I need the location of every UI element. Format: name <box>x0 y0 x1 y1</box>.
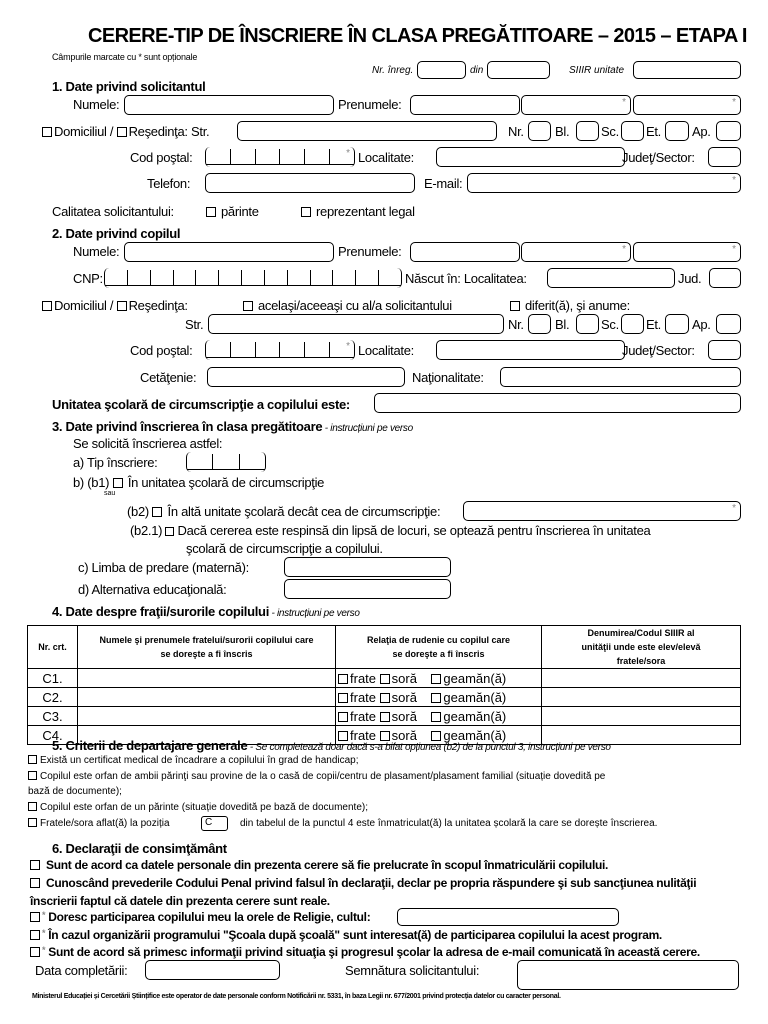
criteria-handicap: Există un certificat medical de încadrare a copilului în grad de handicap; <box>40 755 359 766</box>
acord-date-text: Sunt de acord ca datele personale din prezenta cerere să fie prelucrate în scopul înmatriculării copilului. <box>46 858 609 872</box>
ap-label: Ap. <box>692 124 711 139</box>
geaman-checkbox[interactable] <box>431 712 441 722</box>
handicap-checkbox[interactable] <box>28 755 37 764</box>
b21-checkbox[interactable] <box>165 527 174 536</box>
unitate-cell[interactable] <box>542 669 741 688</box>
nr-inreg-input[interactable] <box>417 61 466 79</box>
data-completarii-label: Data completării: <box>35 963 128 978</box>
parinte-checkbox[interactable] <box>206 207 216 217</box>
copil-prenume-2-input[interactable] <box>521 242 631 262</box>
sora-label: soră <box>391 727 417 743</box>
judet-label: Judeţ/Sector: <box>622 150 695 165</box>
criteria-orfan-ambii: Copilul este orfan de ambii părinţi sau provine de la o casă de copii/centru de plasament/plasament familial (situație dovedită pe <box>40 771 606 782</box>
sora-checkbox[interactable] <box>380 674 390 684</box>
nume-cell[interactable] <box>78 688 336 707</box>
semnatura-input[interactable] <box>517 960 739 990</box>
col-nume: Numele şi prenumele fratelui/surorii copilului care se doreşte a fi înscris <box>78 626 336 669</box>
copil-nr-input[interactable] <box>528 314 551 334</box>
col-relatia: Relaţia de rudenie cu copilul care se doreşte a fi înscris <box>336 626 542 669</box>
parinte-label: părinte <box>221 204 259 219</box>
solicitant-et-input[interactable] <box>665 121 689 141</box>
table-row <box>28 707 741 726</box>
frate-label: frate <box>350 708 377 724</box>
criteria-orfan-ambii-cont: bază de documente); <box>28 786 122 797</box>
copil-prenume-3-input[interactable] <box>633 242 741 262</box>
solicitant-prenume-1-input[interactable] <box>410 95 520 115</box>
nr-label: Nr. <box>508 317 524 332</box>
nascut-localitate-input[interactable] <box>547 268 675 288</box>
diferit-checkbox[interactable] <box>510 301 520 311</box>
col-unitate: Denumirea/Codul SIIIR al unităţii unde este elev/elevă fratele/sora <box>542 626 741 669</box>
solicitant-cod-postal-input[interactable] <box>205 147 355 167</box>
optional-note: Câmpurile marcate cu * sunt opționale <box>52 52 198 62</box>
solicitant-numele-input[interactable] <box>124 95 334 115</box>
section-1-heading: 1. Date privind solicitantul <box>52 79 206 94</box>
section-5-heading: 5. Criterii de departajare generale <box>52 738 248 753</box>
solicitant-str-input[interactable] <box>237 121 497 141</box>
section-4-note: - instrucțiuni pe verso <box>269 608 360 619</box>
siiir-input[interactable] <box>633 61 741 79</box>
judet-label: Judeţ/Sector: <box>622 343 695 358</box>
data-completarii-input[interactable] <box>145 960 280 980</box>
localitate-label: Localitate: <box>358 343 414 358</box>
intro-label: Se solicită înscrierea astfel: <box>73 436 223 451</box>
frate-checkbox[interactable] <box>338 693 348 703</box>
b21-text: Dacă cererea este respinsă din lipsă de locuri, se optează pentru înscrierea în unitatea <box>177 523 651 538</box>
orfan-unul-checkbox[interactable] <box>28 802 37 811</box>
cnp-input[interactable] <box>104 268 402 288</box>
copil-bl-input[interactable] <box>576 314 599 334</box>
email-label: E-mail: <box>424 176 463 191</box>
acelasi-label: acelaşi/aceeaşi cu al/a solicitantului <box>258 298 452 313</box>
numele-label: Numele: <box>73 244 120 259</box>
geaman-label: geamăn(ă) <box>443 670 507 686</box>
geaman-label: geamăn(ă) <box>443 689 507 705</box>
frate-label: frate <box>350 670 377 686</box>
sc-label: Sc. <box>601 317 619 332</box>
resedinta-label: Reşedinţa: <box>128 298 188 313</box>
sau-label: sau <box>104 490 116 497</box>
criteria-frate-text: din tabelul de la punctul 4 este înmatriculat(ă) la unitatea școlară la care se dorește înscrierea. <box>240 818 658 829</box>
frate-checkbox[interactable] <box>338 712 348 722</box>
section-2-heading: 2. Date privind copilul <box>52 226 181 241</box>
cod-penal-text-cont: înscrierii faptul că datele din prezenta cerere sunt reale. <box>30 894 330 908</box>
copil-domiciliul-checkbox[interactable] <box>42 301 52 311</box>
domiciliul-checkbox[interactable] <box>42 127 52 137</box>
din-input[interactable] <box>487 61 550 79</box>
alternativa-input[interactable] <box>284 579 451 599</box>
nationalitate-label: Naţionalitate: <box>412 370 484 385</box>
geaman-label: geamăn(ă) <box>443 727 507 743</box>
diferit-label: diferit(ă), şi anume: <box>525 298 630 313</box>
sora-label: soră <box>391 708 417 724</box>
scoala-dupa-scoala-text: În cazul organizării programului "Şcoala după şcoală" sunt interesat(ă) de participarea copilului la acest program. <box>48 928 662 942</box>
b2-unitate-input[interactable] <box>463 501 741 521</box>
b2-label: (b2) <box>127 504 149 519</box>
b1-checkbox[interactable] <box>113 478 123 488</box>
form-title: CERERE-TIP DE ÎNSCRIERE ÎN CLASA PREGĂTITOARE – 2015 – ETAPA I <box>88 25 747 47</box>
criteria-frate-label: Fratele/sora aflat(ă) la poziția <box>40 818 170 829</box>
solicitant-bl-input[interactable] <box>576 121 599 141</box>
sora-label: soră <box>391 689 417 705</box>
copil-sc-input[interactable] <box>621 314 644 334</box>
table-row <box>28 688 741 707</box>
geaman-checkbox[interactable] <box>431 693 441 703</box>
copil-localitate-input[interactable] <box>436 340 625 360</box>
scoala-dupa-scoala-checkbox[interactable] <box>30 930 40 940</box>
resedinta-checkbox[interactable] <box>117 127 127 137</box>
email-info-text: Sunt de acord să primesc informaţii privind situaţia şi progresul şcolar la adresa de e-mail comunicată în această cerere. <box>48 945 700 959</box>
telefon-label: Telefon: <box>147 176 191 191</box>
solicitant-judet-input[interactable] <box>708 147 741 167</box>
sora-checkbox[interactable] <box>380 693 390 703</box>
frate-label: frate <box>350 689 377 705</box>
bl-label: Bl. <box>555 124 570 139</box>
domiciliul-label: Domiciliul / <box>54 124 117 139</box>
prenumele-label: Prenumele: <box>338 244 402 259</box>
limba-label: c) Limba de predare (maternă): <box>78 560 249 575</box>
criteria-orfan-unul: Copilul este orfan de un părinte (situație dovedită pe bază de documente); <box>40 802 368 813</box>
section-5-note: - Se completează doar dacă s-a bifat opțiunea (b2) de la punctul 3, instrucțiuni pe verso <box>247 742 611 753</box>
row-nr: C4. <box>28 726 78 745</box>
solicitant-prenume-2-input[interactable] <box>521 95 631 115</box>
nascut-judet-input[interactable] <box>709 268 741 288</box>
unitatea-label: Unitatea şcolară de circumscripţie a copilului este: <box>52 397 350 412</box>
domiciliul-label: Domiciliul / <box>54 298 117 313</box>
alternativa-label: d) Alternativa educaţională: <box>78 582 227 597</box>
geaman-label: geamăn(ă) <box>443 708 507 724</box>
geaman-checkbox[interactable] <box>431 674 441 684</box>
col-nr: Nr. crt. <box>28 626 78 669</box>
copil-prenume-1-input[interactable] <box>410 242 520 262</box>
et-label: Et. <box>646 317 661 332</box>
frate-inmatriculat-checkbox[interactable] <box>28 818 37 827</box>
cnp-label: CNP: <box>73 271 103 286</box>
nascut-label: Născut în: Localitatea: <box>405 271 527 286</box>
b2-text: În altă unitate şcolară decât cea de circumscripţie: <box>167 504 441 519</box>
unitate-cell[interactable] <box>542 688 741 707</box>
semnatura-label: Semnătura solicitantului: <box>345 963 480 978</box>
b1-label: b) (b1) <box>73 475 110 490</box>
footer-note: Ministerul Educației și Cercetării Științifice este operator de date personale conform Notificării nr. 5331, în baza Legii nr. 677/2001 privind protecția datelor cu caracter personal. <box>32 993 561 1000</box>
prenumele-label: Prenumele: <box>338 97 402 112</box>
b21-label: (b2.1) <box>130 523 163 538</box>
solicitant-sc-input[interactable] <box>621 121 644 141</box>
copil-str-input[interactable] <box>208 314 504 334</box>
email-input[interactable] <box>467 173 741 193</box>
reprezentant-checkbox[interactable] <box>301 207 311 217</box>
bl-label: Bl. <box>555 317 570 332</box>
copil-cod-postal-input[interactable] <box>205 340 355 360</box>
copil-numele-input[interactable] <box>124 242 334 262</box>
table-row <box>28 669 741 688</box>
jud-label: Jud. <box>678 271 702 286</box>
ap-label: Ap. <box>692 317 711 332</box>
copil-judet-input[interactable] <box>708 340 741 360</box>
cod-penal-text: Cunoscând prevederile Codului Penal privind falsul în declaraţii, declar pe propria răspundere şi sub sancţiunea nulităţii <box>46 876 697 890</box>
section-3-note: - instrucțiuni pe verso <box>322 423 413 434</box>
cod-postal-label: Cod poştal: <box>130 343 193 358</box>
solicitant-nr-input[interactable] <box>528 121 551 141</box>
cod-postal-label: Cod poştal: <box>130 150 193 165</box>
str-label: Str. <box>185 317 204 332</box>
localitate-label: Localitate: <box>358 150 414 165</box>
resedinta-label: Reşedinţa: Str. <box>128 124 210 139</box>
section-3-heading: 3. Date privind înscrierea în clasa pregătitoare <box>52 419 323 434</box>
acelasi-checkbox[interactable] <box>243 301 253 311</box>
solicitant-prenume-3-input[interactable] <box>633 95 741 115</box>
religie-text: Doresc participarea copilului meu la orele de Religie, cultul: <box>48 910 371 924</box>
tip-inscriere-input[interactable] <box>186 452 266 472</box>
frate-label: frate <box>350 727 377 743</box>
sc-label: Sc. <box>601 124 619 139</box>
orfan-ambii-checkbox[interactable] <box>28 771 37 780</box>
din-label: din <box>470 65 484 76</box>
reprezentant-label: reprezentant legal <box>316 204 415 219</box>
unitate-cell[interactable] <box>542 707 741 726</box>
et-label: Et. <box>646 124 661 139</box>
pozitia-input[interactable]: C <box>201 816 228 831</box>
nr-inreg-label: Nr. înreg. <box>372 65 414 76</box>
sora-label: soră <box>391 670 417 686</box>
limba-input[interactable] <box>284 557 451 577</box>
nationalitate-input[interactable] <box>500 367 741 387</box>
cultul-input[interactable] <box>397 908 619 926</box>
solicitant-localitate-input[interactable] <box>436 147 625 167</box>
b1-text: În unitatea şcolară de circumscripţie <box>127 475 325 490</box>
nr-label: Nr. <box>508 124 524 139</box>
copil-resedinta-checkbox[interactable] <box>117 301 127 311</box>
copil-et-input[interactable] <box>665 314 689 334</box>
acord-date-checkbox[interactable] <box>30 860 40 870</box>
nume-cell[interactable] <box>78 707 336 726</box>
section-6-heading: 6. Declaraţii de consimţământ <box>52 841 227 856</box>
frate-checkbox[interactable] <box>338 674 348 684</box>
nume-cell[interactable] <box>78 669 336 688</box>
numele-label: Numele: <box>73 97 120 112</box>
section-4-heading: 4. Date despre fraţii/surorile copilului <box>52 604 270 619</box>
cetatenie-input[interactable] <box>207 367 405 387</box>
solicitant-ap-input[interactable] <box>716 121 741 141</box>
b2-checkbox[interactable] <box>152 507 162 517</box>
sora-checkbox[interactable] <box>380 712 390 722</box>
cetatenie-label: Cetăţenie: <box>140 370 197 385</box>
telefon-input[interactable] <box>205 173 415 193</box>
b21-text-2: şcolară de circumscripţie a copilului. <box>186 541 383 556</box>
copil-ap-input[interactable] <box>716 314 741 334</box>
row-nr: C3. <box>28 707 78 726</box>
row-nr: C2. <box>28 688 78 707</box>
unitatea-input[interactable] <box>374 393 741 413</box>
cod-penal-checkbox[interactable] <box>30 878 40 888</box>
email-info-checkbox[interactable] <box>30 947 40 957</box>
religie-checkbox[interactable] <box>30 912 40 922</box>
tip-inscriere-label: a) Tip înscriere: <box>73 455 158 470</box>
row-nr: C1. <box>28 669 78 688</box>
calitatea-label: Calitatea solicitantului: <box>52 204 174 219</box>
siiir-label: SIIIR unitate <box>569 65 625 76</box>
siblings-table <box>27 625 741 745</box>
